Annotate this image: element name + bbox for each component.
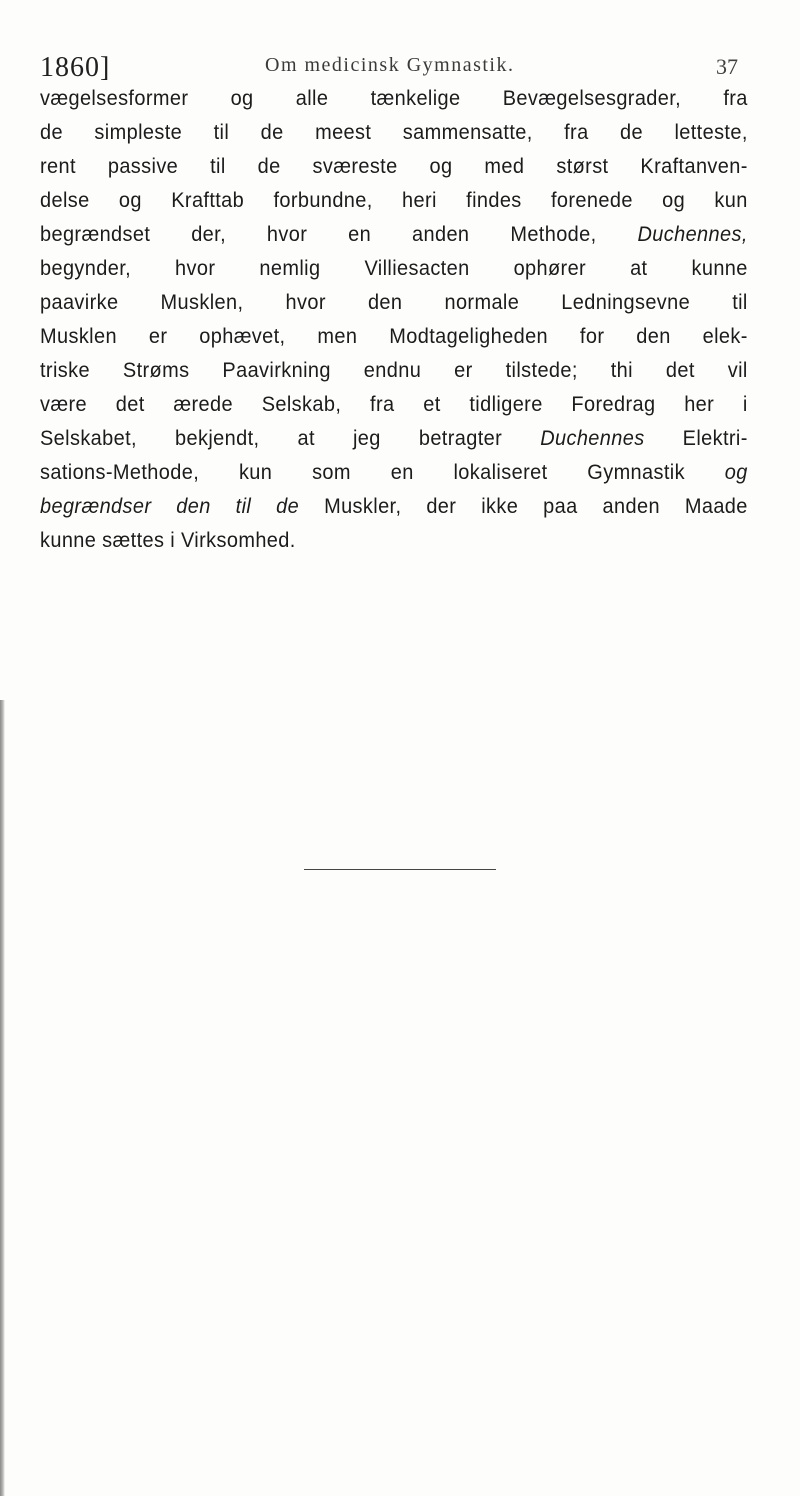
italic-word: og — [724, 461, 748, 484]
italic-name: Duchennes — [540, 427, 645, 450]
text-line — [40, 490, 748, 524]
text-line: Musklen er ophævet, men Modtageligheden for den elek- — [40, 325, 748, 348]
text-line: vægelsesformer og alle tænkelige Bevægelsesgrader, fra — [40, 87, 748, 110]
text-line: delse og Krafttab forbundne, heri findes forenede og kun — [40, 189, 748, 212]
text-line — [40, 456, 748, 490]
text-segment: Muskler, der ikke paa anden Maade — [299, 495, 748, 518]
text-segment: begrændset der, hvor en anden Methode, — [40, 223, 638, 246]
text-line: rent passive til de sværeste og med størst Kraftanven- — [40, 155, 748, 178]
text-line: være det ærede Selskab, fra et tidligere Foredrag her i — [40, 393, 748, 416]
section-divider — [304, 869, 496, 870]
text-line: paavirke Musklen, hvor den normale Ledningsevne til — [40, 291, 748, 314]
italic-name: Duchennes, — [637, 223, 748, 246]
page-edge-shadow — [0, 700, 5, 1496]
text-line — [40, 422, 748, 456]
text-segment: Selskabet, bekjendt, at jeg betragter — [40, 427, 541, 450]
italic-phrase: begrændser den til de — [40, 495, 300, 518]
running-head-year: 1860] — [40, 52, 111, 83]
text-line: triske Strøms Paavirkning endnu er tilstede; thi det vil — [40, 359, 748, 382]
running-head-title: Om medicinsk Gymnastik. — [265, 54, 515, 76]
text-line: de simpleste til de meest sammensatte, fra de letteste, — [40, 121, 748, 144]
body-paragraph — [40, 82, 748, 558]
text-line: begynder, hvor nemlig Villiesacten ophører at kunne — [40, 257, 748, 280]
text-segment: Elektri- — [644, 427, 748, 450]
text-line — [40, 218, 748, 252]
page-number: 37 — [716, 54, 738, 79]
text-segment: sations-Methode, kun som en lokaliseret Gymnastik — [40, 461, 725, 484]
text-line: kunne sættes i Virksomhed. — [40, 529, 296, 552]
